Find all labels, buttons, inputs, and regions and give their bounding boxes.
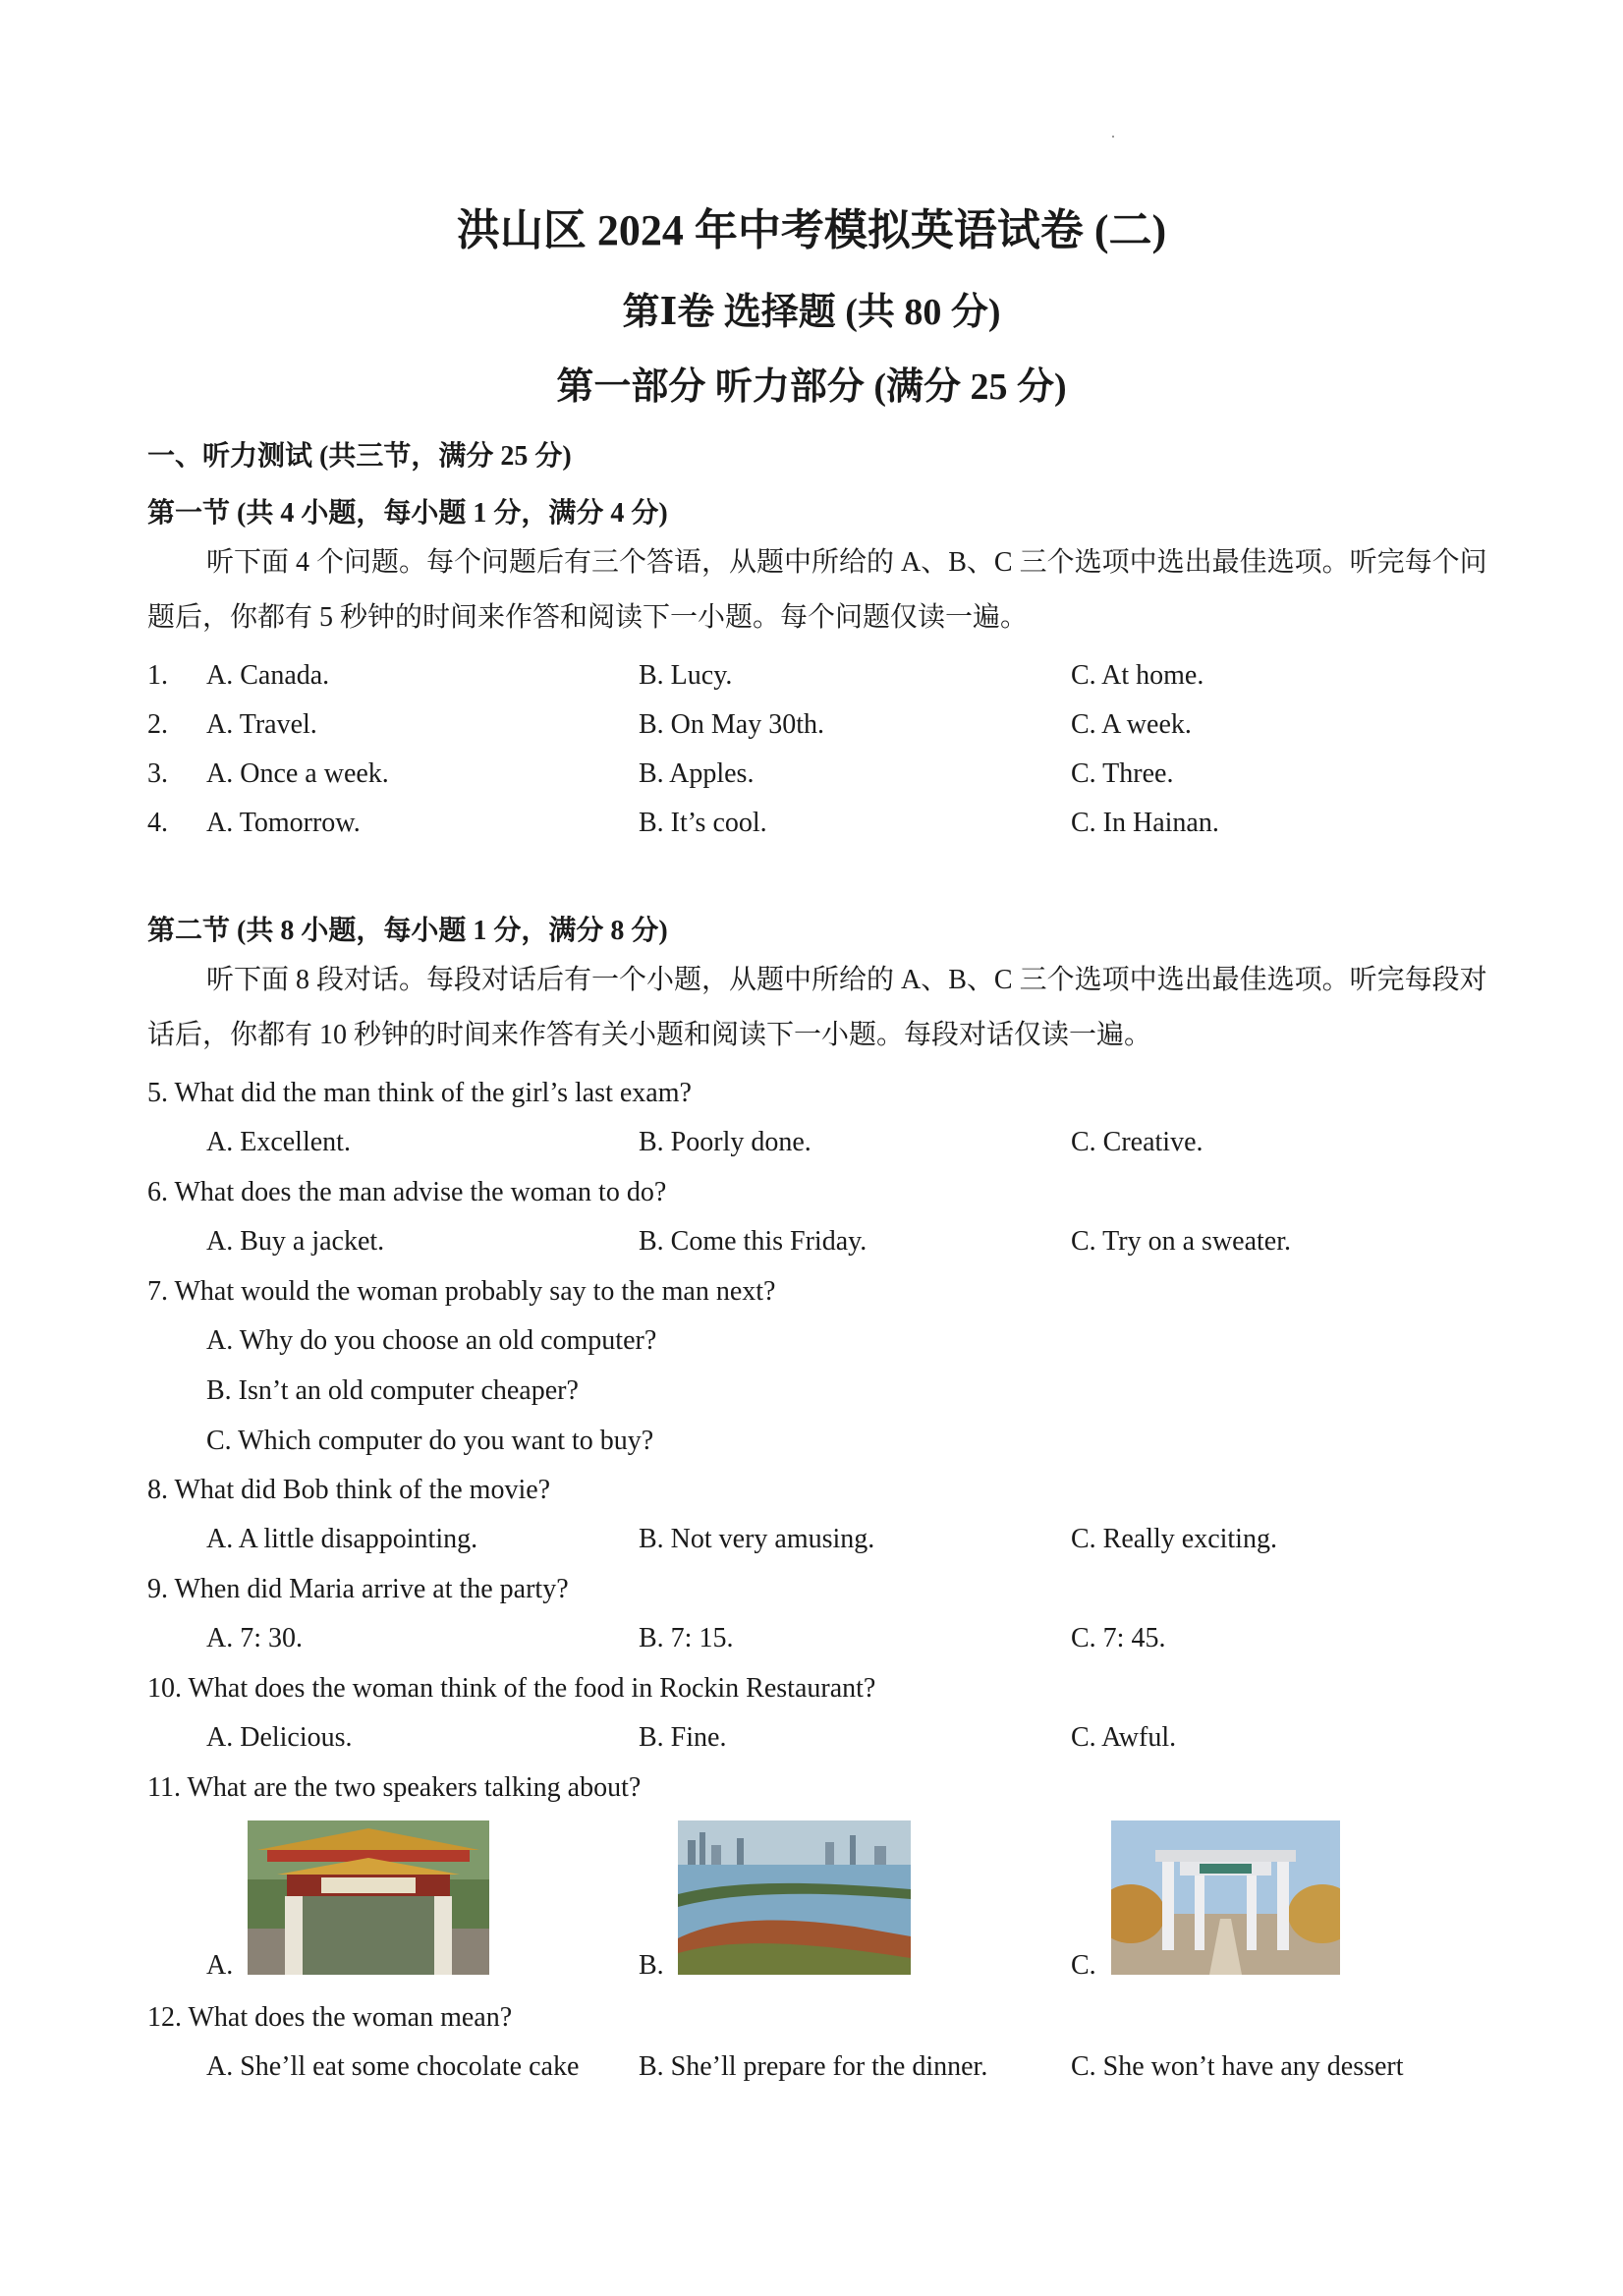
question-11-label-a: A.	[206, 1950, 234, 1981]
option-c: C. Creative.	[1071, 1127, 1203, 1157]
volume-title: 第Ⅰ卷 选择题 (共 80 分)	[622, 292, 1001, 333]
question-7-option-c: C. Which computer do you want to buy?	[206, 1426, 654, 1456]
question-7-option-a: A. Why do you choose an old computer?	[206, 1325, 657, 1356]
option-b: B. It’s cool.	[639, 808, 767, 838]
option-c: C. A week.	[1071, 709, 1192, 740]
section1-heading: 第一节 (共 4 小题，每小题 1 分，满分 4 分)	[147, 498, 668, 529]
section2-instructions: 听下面 8 段对话。每段对话后有一个小题，从题中所给的 A、B、C 三个选项中选出最佳选项。听完每段对话后，你都有 10 秒钟的时间来作答有关小题和阅读下一小题。每段对话仅读一遍。	[147, 965, 1487, 1050]
option-a: A. Canada.	[206, 660, 330, 691]
exam-title: 洪山区 2024 年中考模拟英语试卷 (二)	[456, 206, 1167, 254]
option-a: A. Tomorrow.	[206, 808, 361, 838]
option-c: C. Awful.	[1071, 1722, 1177, 1753]
section2-heading: 第二节 (共 8 小题，每小题 1 分，满分 8 分)	[147, 916, 668, 946]
question-11-label-b: B.	[639, 1950, 664, 1981]
option-b: B. 7: 15.	[639, 1623, 734, 1653]
question-10-stem: 10. What does the woman think of the food in Rockin Restaurant?	[147, 1673, 876, 1704]
memorial-archway-photo	[248, 1820, 489, 1975]
option-c: C. In Hainan.	[1071, 808, 1219, 838]
question-11-label-c: C.	[1071, 1950, 1096, 1981]
question-7-stem: 7. What would the woman probably say to the man next?	[147, 1276, 776, 1307]
question-number: 4.	[147, 808, 168, 838]
option-b: B. Not very amusing.	[639, 1524, 875, 1554]
option-a: A. Excellent.	[206, 1127, 351, 1157]
option-b: B. On May 30th.	[639, 709, 824, 740]
option-b: B. Lucy.	[639, 660, 733, 691]
option-c: C. She won’t have any dessert	[1071, 2051, 1404, 2082]
option-b: B. Fine.	[639, 1722, 727, 1753]
question-12-stem: 12. What does the woman mean?	[147, 2002, 513, 2033]
option-b: B. Apples.	[639, 758, 755, 789]
question-8-stem: 8. What did Bob think of the movie?	[147, 1475, 551, 1505]
section1-instructions: 听下面 4 个问题。每个问题后有三个答语，从题中所给的 A、B、C 三个选项中选出最佳选项。听完每个问题后，你都有 5 秒钟的时间来作答和阅读下一小题。每个问题仅读一遍。	[147, 547, 1487, 633]
option-b: B. She’ll prepare for the dinner.	[639, 2051, 988, 2082]
question-5-stem: 5. What did the man think of the girl’s last exam?	[147, 1078, 692, 1108]
option-b: B. Come this Friday.	[639, 1226, 867, 1257]
question-9-stem: 9. When did Maria arrive at the party?	[147, 1574, 569, 1604]
section-main-heading: 一、听力测试 (共三节，满分 25 分)	[147, 441, 572, 472]
question-number: 3.	[147, 758, 168, 789]
option-b: B. Poorly done.	[639, 1127, 812, 1157]
option-a: A. Once a week.	[206, 758, 389, 789]
option-a: A. Delicious.	[206, 1722, 353, 1753]
option-c: C. Try on a sweater.	[1071, 1226, 1291, 1257]
lake-causeway-photo	[678, 1820, 911, 1975]
question-6-stem: 6. What does the man advise the woman to do?	[147, 1177, 667, 1207]
question-11-stem: 11. What are the two speakers talking about?	[147, 1772, 642, 1803]
option-a: A. Travel.	[206, 709, 317, 740]
question-number: 1.	[147, 660, 168, 691]
option-c: C. 7: 45.	[1071, 1623, 1166, 1653]
option-a: A. 7: 30.	[206, 1623, 303, 1653]
question-7-option-b: B. Isn’t an old computer cheaper?	[206, 1375, 579, 1406]
part-title: 第一部分 听力部分 (满分 25 分)	[556, 366, 1067, 408]
option-a: A. She’ll eat some chocolate cake	[206, 2051, 580, 2082]
option-a: A. Buy a jacket.	[206, 1226, 385, 1257]
option-a: A. A little disappointing.	[206, 1524, 478, 1554]
option-c: C. Really exciting.	[1071, 1524, 1277, 1554]
option-c: C. Three.	[1071, 758, 1174, 789]
option-c: C. At home.	[1071, 660, 1204, 691]
university-gate-photo	[1111, 1820, 1340, 1975]
scan-dot	[1112, 136, 1114, 138]
question-number: 2.	[147, 709, 168, 740]
